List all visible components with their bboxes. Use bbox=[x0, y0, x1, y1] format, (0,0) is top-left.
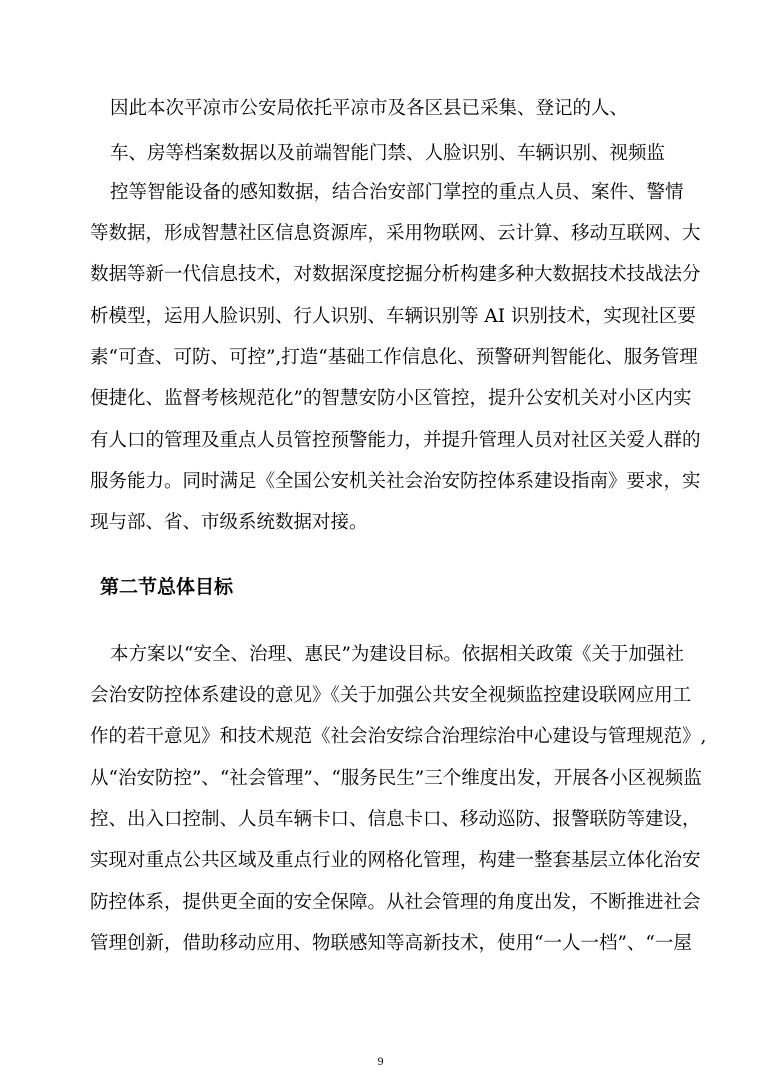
text-line: 服务能力。同时满足《全国公安机关社会治安防控体系建设指南》要求，实 bbox=[90, 471, 701, 492]
text-line: 控、出入口控制、人员车辆卡口、信息卡口、移动巡防、报警联防等建设， bbox=[90, 809, 701, 830]
text-line: 从“治安防控”、“社会管理”、“服务民生”三个维度出发，开展各小区视频监 bbox=[90, 768, 702, 789]
text-line: 防控体系，提供更全面的安全保障。从社会管理的角度出发，不断推进社会 bbox=[90, 892, 701, 913]
text-line: 数据等新一代信息技术，对数据深度挖掘分析构建多种大数据技术技战法分 bbox=[90, 264, 701, 285]
text-line: 作的若干意见》和技术规范《社会治安综合治理综治中心建设与管理规范》, bbox=[90, 726, 707, 747]
text-line: 会治安防控体系建设的意见》《关于加强公共安全视频监控建设联网应用工 bbox=[90, 685, 692, 706]
text-line: 析模型，运用人脸识别、行人识别、车辆识别等 AI 识别技术，实现社区要 bbox=[90, 306, 696, 327]
text-line: 现与部、省、市级系统数据对接。 bbox=[90, 512, 368, 533]
page-number: 9 bbox=[377, 1057, 384, 1068]
text-line: 有人口的管理及重点人员管控预警能力，并提升管理人员对社区关爱人群的 bbox=[90, 430, 701, 451]
section-heading: 第二节总体目标 bbox=[100, 576, 234, 598]
text-line: 便捷化、监督考核规范化”的智慧安防小区管控，提升公安机关对小区内实 bbox=[90, 388, 692, 409]
text-line: 实现对重点公共区域及重点行业的网格化管理，构建一整套基层立体化治安 bbox=[90, 850, 701, 871]
text-line: 车、房等档案数据以及前端智能门禁、人脸识别、车辆识别、视频监 bbox=[110, 143, 666, 164]
text-line: 控等智能设备的感知数据，结合治安部门掌控的重点人员、案件、警情 bbox=[110, 182, 684, 203]
text-line: 因此本次平凉市公安局依托平凉市及各区县已采集、登记的人、 bbox=[110, 98, 629, 119]
text-line: 本方案以“安全、治理、惠民”为建设目标。依据相关政策《关于加强社 bbox=[110, 644, 684, 665]
text-line: 等数据，形成智慧社区信息资源库，采用物联网、云计算、移动互联网、大 bbox=[90, 223, 701, 244]
text-line: 素“可查、可防、可控”,打造“基础工作信息化、预警研判智能化、服务管理 bbox=[90, 347, 698, 368]
text-line: 管理创新，借助移动应用、物联感知等高新技术，使用“一人一档”、“一屋 bbox=[90, 933, 692, 954]
